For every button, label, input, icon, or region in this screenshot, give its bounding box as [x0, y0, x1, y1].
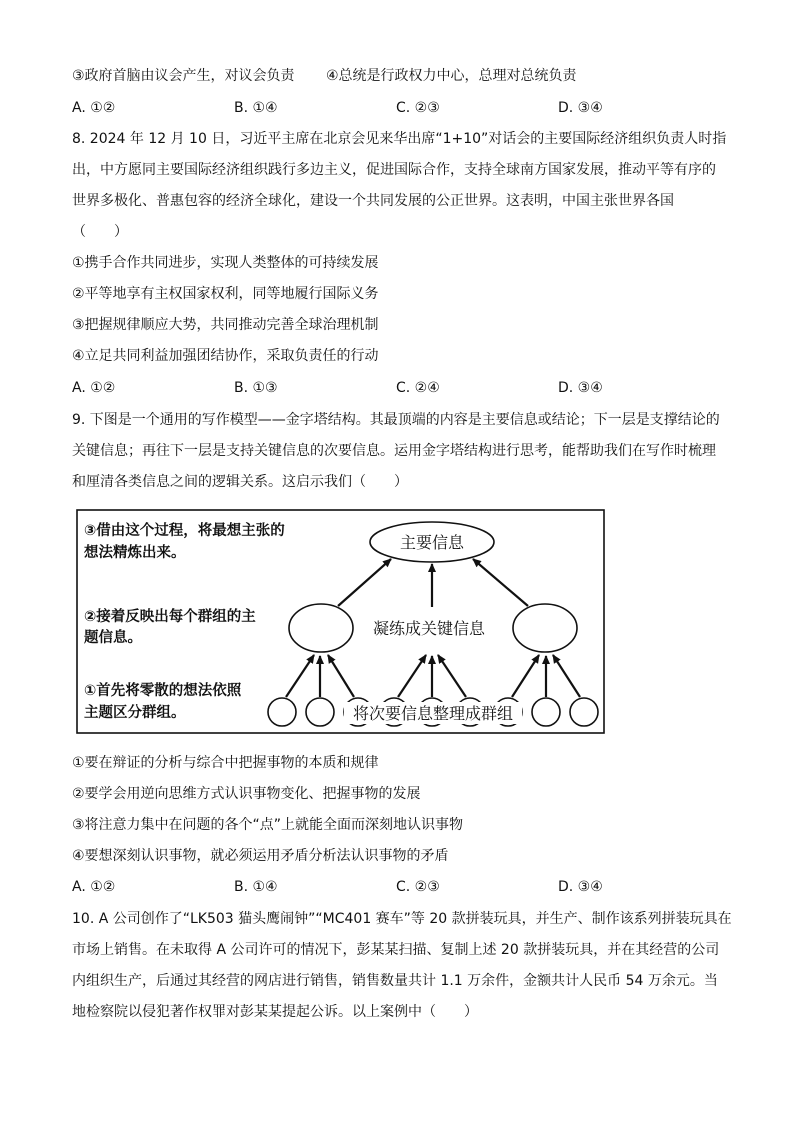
bottom-circle-1 — [268, 698, 296, 726]
middle-label: 凝练成关键信息 — [372, 619, 486, 638]
q8-stem-line-2: 出，中方愿同主要国际经济组织践行多边主义，促进国际合作，支持全球南方国家发展，推动平等有序的 — [72, 162, 716, 178]
bottom-circle-2 — [306, 698, 334, 726]
q10-stem-line-1: 10. A 公司创作了“LK503 猫头鹰闹钟”“MC401 赛车”等 20 款拼装玩具，并生产、制作该系列拼装玩具在 — [72, 911, 732, 927]
q7-options — [72, 98, 732, 118]
step3-text-line1: ③借由这个过程，将最想主张的 — [84, 523, 285, 539]
q7-option-a[interactable]: A. ①② — [72, 100, 116, 116]
q10-stem-line-2: 市场上销售。在未取得 A 公司许可的情况下，彭某某扫描、复制上述 20 款拼装玩具，并在其经营的公司 — [72, 942, 720, 958]
q8-option-c[interactable]: C. ②④ — [396, 380, 440, 396]
step1-text-line2: 主题区分群组。 — [84, 705, 186, 721]
bottom-circle-8 — [532, 698, 560, 726]
pyramid-diagram — [76, 509, 606, 735]
q8-stem-line-1: 8. 2024 年 12 月 10 日，习近平主席在北京会见来华出席“1+10”对话会的主要国际经济组织负责人时指 — [72, 131, 727, 147]
q9-option-d[interactable]: D. ③④ — [558, 879, 603, 895]
q7-statement-3: ③政府首脑由议会产生，对议会负责 — [72, 68, 295, 84]
bottom-circle-9 — [570, 698, 598, 726]
q8-statement-2: ②平等地享有主权国家权利，同等地履行国际义务 — [72, 286, 379, 302]
q10-stem-line-4: 地检察院以侵犯著作权罪对彭某某提起公诉。以上案例中（ ） — [72, 1004, 478, 1020]
step2-text-line1: ②接着反映出每个群组的主 — [84, 609, 256, 625]
q9-statement-1: ①要在辩证的分析与综合中把握事物的本质和规律 — [72, 755, 379, 771]
q8-stem-line-3: 世界多极化、普惠包容的经济全球化，建设一个共同发展的公正世界。这表明，中国主张世界各国 — [72, 193, 674, 209]
q8-option-a[interactable]: A. ①② — [72, 380, 116, 396]
q9-statement-2: ②要学会用逆向思维方式认识事物变化、把握事物的发展 — [72, 786, 421, 802]
q8-statement-1: ①携手合作共同进步，实现人类整体的可持续发展 — [72, 255, 379, 271]
q9-statement-3: ③将注意力集中在问题的各个“点”上就能全面而深刻地认识事物 — [72, 817, 464, 833]
q8-options — [72, 378, 732, 398]
q9-stem-line-1: 9. 下图是一个通用的写作模型——金字塔结构。其最顶端的内容是主要信息或结论；下一层是支撑结论的 — [72, 412, 720, 428]
q8-option-b[interactable]: B. ①③ — [234, 380, 278, 396]
step3-text-line2: 想法精炼出来。 — [84, 545, 186, 561]
q10-stem-line-3: 内组织生产，后通过其经营的网店进行销售，销售数量共计 1.1 万余件，金额共计人民币 54 万余元。当 — [72, 973, 718, 989]
q9-options — [72, 877, 732, 897]
middle-ellipse-right — [513, 604, 577, 652]
top-label: 主要信息 — [399, 533, 465, 552]
q9-statement-4: ④要想深刻认识事物，就必须运用矛盾分析法认识事物的矛盾 — [72, 848, 449, 864]
q7-option-c[interactable]: C. ②③ — [396, 100, 440, 116]
q8-answer-blank: （ ） — [72, 224, 128, 240]
q8-statement-4: ④立足共同利益加强团结协作，采取负责任的行动 — [72, 348, 379, 364]
q9-stem-line-2: 关键信息；再往下一层是支持关键信息的次要信息。运用金字塔结构进行思考，能帮助我们在写作时梳理 — [72, 443, 716, 459]
q7-option-b[interactable]: B. ①④ — [234, 100, 278, 116]
q9-option-c[interactable]: C. ②③ — [396, 879, 440, 895]
step2-text-line2: 题信息。 — [84, 630, 142, 646]
q9-stem-line-3: 和厘清各类信息之间的逻辑关系。这启示我们（ ） — [72, 474, 408, 490]
step1-text-line1: ①首先将零散的想法依照 — [84, 683, 242, 699]
q9-option-b[interactable]: B. ①④ — [234, 879, 278, 895]
middle-ellipse-left — [289, 604, 353, 652]
q8-option-d[interactable]: D. ③④ — [558, 380, 603, 396]
q9-option-a[interactable]: A. ①② — [72, 879, 116, 895]
q7-option-d[interactable]: D. ③④ — [558, 100, 603, 116]
q8-statement-3: ③把握规律顺应大势，共同推动完善全球治理机制 — [72, 317, 379, 333]
q7-statement-4: ④总统是行政权力中心，总理对总统负责 — [326, 68, 577, 84]
bottom-label: 将次要信息整理成群组 — [352, 704, 514, 723]
